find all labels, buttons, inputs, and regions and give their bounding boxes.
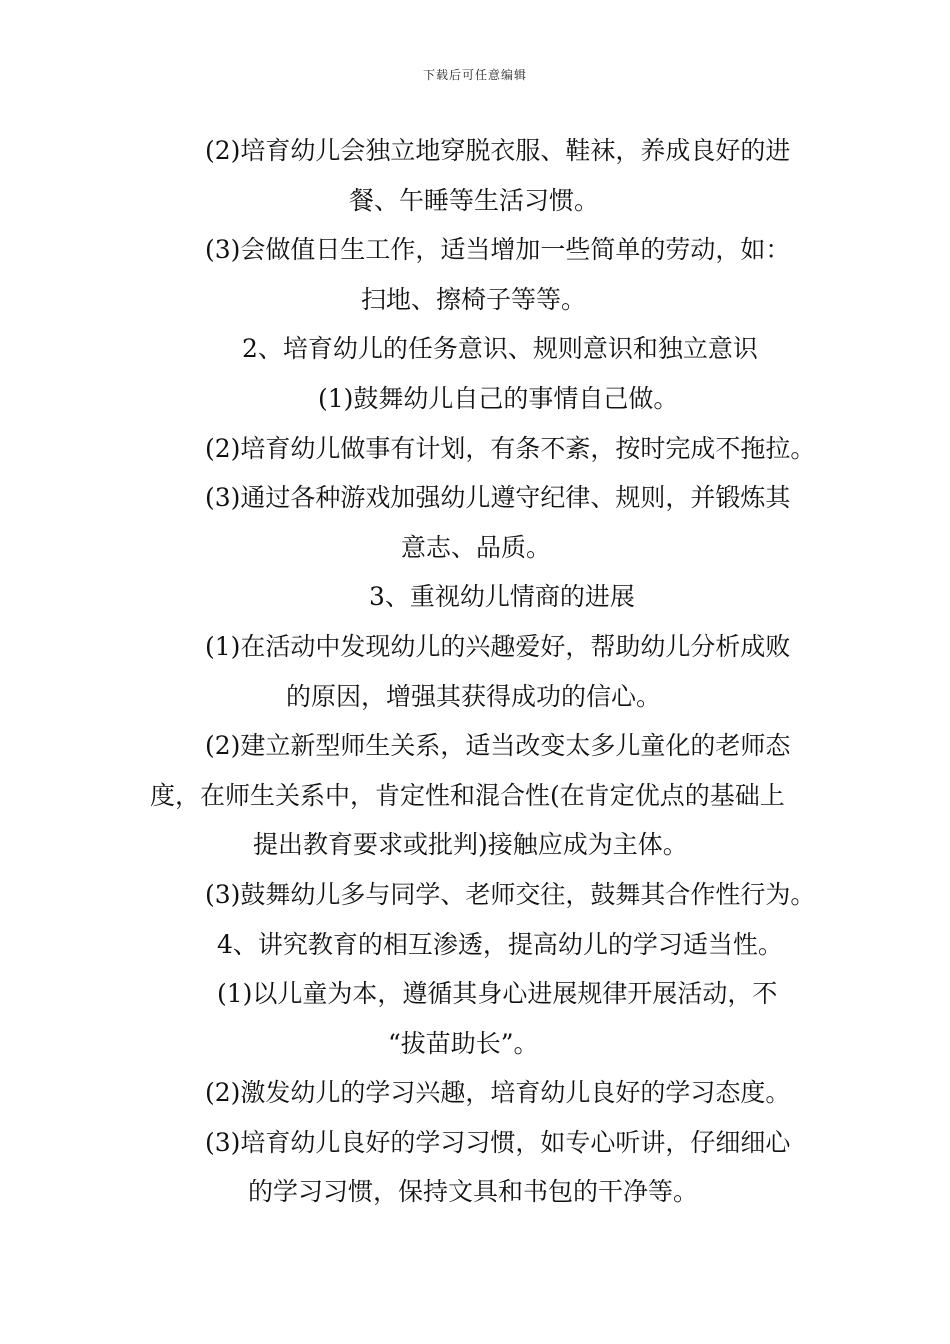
line-text: 2、培育幼儿的任务意识、规则意识和独立意识 xyxy=(242,334,758,364)
line-text: 的原因，增强其获得成功的信心。 xyxy=(286,681,662,711)
line-text: (1)以儿童为本，遵循其身心进展规律开展活动，不 xyxy=(217,979,778,1009)
line-text: (1)在活动中发现幼儿的兴趣爱好，帮助幼儿分析成败 xyxy=(205,631,791,661)
line-text: “拔苗助长”。 xyxy=(388,1028,539,1058)
line-text: (2)培育幼儿做事有计划，有条不紊，按时完成不拖拉。 xyxy=(205,433,816,463)
text-line xyxy=(0,473,950,523)
line-text: (3)培育幼儿良好的学习习惯，如专心听讲，仔细细心 xyxy=(205,1127,791,1157)
line-text: 餐、午睡等生活习惯。 xyxy=(349,185,600,215)
text-line xyxy=(0,424,950,474)
text-line xyxy=(0,1019,950,1069)
section-heading xyxy=(0,572,950,622)
text-line xyxy=(0,622,950,672)
text-line xyxy=(0,820,950,870)
line-text: (2)培育幼儿会独立地穿脱衣服、鞋袜，养成良好的进 xyxy=(205,136,791,165)
text-line xyxy=(0,969,950,1019)
text-line xyxy=(0,672,950,722)
line-text: 意志、品质。 xyxy=(401,532,552,562)
page-header: 下载后可任意编辑 xyxy=(422,68,527,82)
line-text: (3)会做值日生工作，适当增加一些简单的劳动，如： xyxy=(205,235,791,265)
section-heading xyxy=(0,324,950,374)
line-text: (1)鼓舞幼儿自己的事情自己做。 xyxy=(318,383,679,413)
line-text: (3)鼓舞幼儿多与同学、老师交往，鼓舞其合作性行为。 xyxy=(205,879,816,909)
line-text: 3、重视幼儿情商的进展 xyxy=(369,582,635,612)
text-line xyxy=(0,721,950,771)
line-text: 的学习习惯，保持文具和书包的干净等。 xyxy=(248,1177,699,1207)
text-line xyxy=(0,374,950,424)
text-line xyxy=(0,523,950,573)
text-line xyxy=(0,126,950,176)
line-text: 4、讲究教育的相互渗透，提高幼儿的学习适当性。 xyxy=(217,929,783,959)
text-line xyxy=(0,870,950,920)
line-text: 提出教育要求或批判)接触应成为主体。 xyxy=(253,830,688,860)
line-text: (2)激发幼儿的学习兴趣，培育幼儿良好的学习态度。 xyxy=(205,1078,791,1108)
text-line xyxy=(0,225,950,275)
text-line xyxy=(0,1068,950,1118)
line-text: 度，在师生关系中，肯定性和混合性(在肯定优点的基础上 xyxy=(150,780,785,810)
text-line xyxy=(0,771,950,821)
text-line xyxy=(0,1118,950,1168)
line-text: (2)建立新型师生关系，适当改变太多儿童化的老师态 xyxy=(205,731,791,761)
text-line xyxy=(0,275,950,325)
text-line xyxy=(0,1167,950,1217)
document-body xyxy=(0,126,950,1217)
text-line xyxy=(0,176,950,226)
line-text: 扫地、擦椅子等等。 xyxy=(361,284,587,314)
section-heading xyxy=(0,920,950,970)
line-text: (3)通过各种游戏加强幼儿遵守纪律、规则，并锻炼其 xyxy=(205,483,791,513)
